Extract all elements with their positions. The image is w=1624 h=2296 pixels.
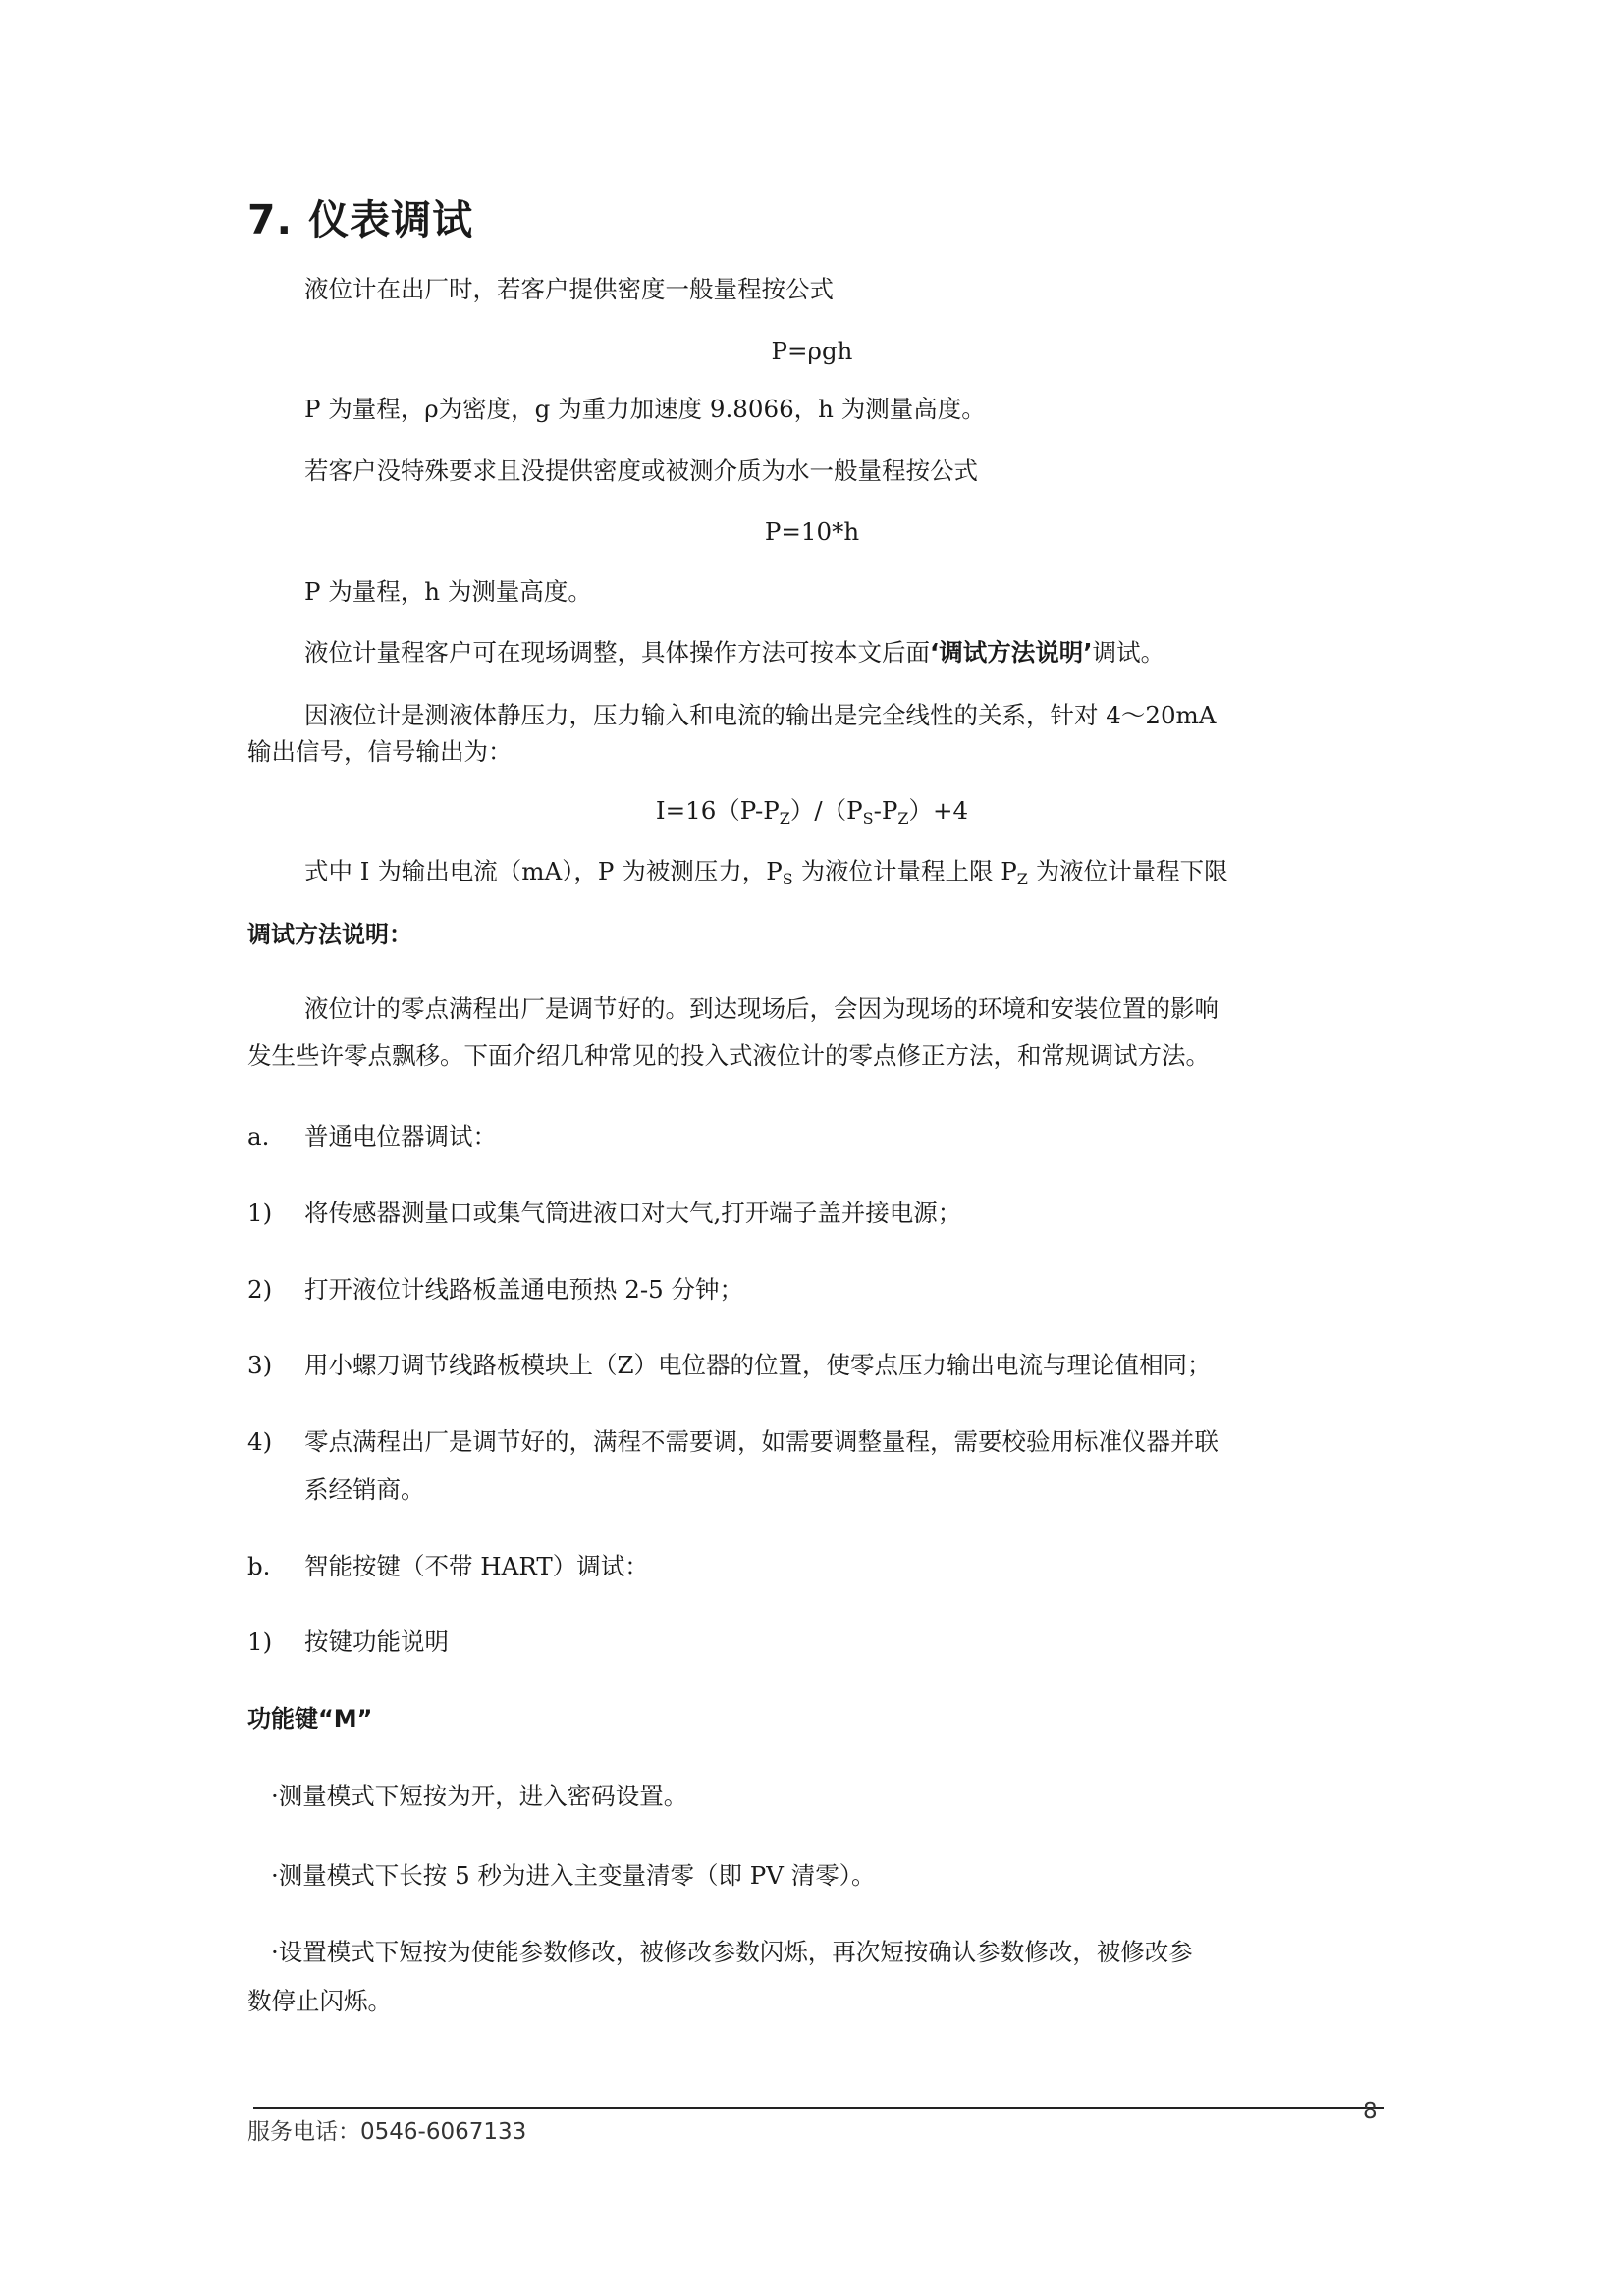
key-m-heading: 功能键“M” — [247, 1705, 373, 1733]
definition-line-2: P 为量程，h 为测量高度。 — [304, 577, 592, 606]
formula-current — [0, 793, 1624, 836]
formula-current-part-b: ）/（P — [789, 796, 863, 825]
formula-current-part-a: I=16（P-P — [655, 796, 780, 825]
list-a-item-marker: 3) — [247, 1351, 273, 1379]
subscript-z: Z — [779, 809, 790, 828]
list-b-item-marker: 1) — [247, 1628, 273, 1656]
list-b-title: 智能按键（不带 HART）调试： — [304, 1552, 649, 1580]
list-a-item-text: 零点满程出厂是调节好的，满程不需要调，如需要调整量程，需要校验用标准仪器并联 — [304, 1427, 1218, 1456]
intro-line-2: 若客户没特殊要求且没提供密度或被测介质为水一般量程按公式 — [304, 456, 978, 485]
section-heading — [247, 194, 473, 245]
formula-current-part-c: -P — [873, 796, 898, 825]
subscript-z: Z — [1016, 870, 1028, 888]
definition-line-1: P 为量程，ρ为密度，g 为重力加速度 9.8066，h 为测量高度。 — [304, 395, 986, 423]
formula-def-part-b: 为液位计量程上限 P — [792, 857, 1017, 885]
formula-water: P=10*h — [764, 517, 860, 546]
list-a-item-marker: 1) — [247, 1199, 273, 1227]
intro-line-1: 液位计在出厂时，若客户提供密度一般量程按公式 — [304, 275, 834, 303]
list-b-item-text: 按键功能说明 — [304, 1628, 449, 1656]
formula-density: P=ρgh — [771, 337, 853, 365]
key-m-bullet-3: ·设置模式下短按为使能参数修改，被修改参数闪烁，再次短按确认参数修改，被修改参 — [271, 1938, 1193, 1966]
list-a-item-text: 用小螺刀调节线路板模块上（Z）电位器的位置，使零点压力输出电流与理论值相同； — [304, 1351, 1212, 1379]
key-m-bullet-3-continuation: 数停止闪烁。 — [247, 1987, 392, 2015]
formula-def-part-c: 为液位计量程下限 — [1027, 857, 1228, 885]
method-heading: 调试方法说明： — [247, 921, 412, 948]
list-a-marker: a. — [247, 1122, 270, 1150]
formula-def-part-a: 式中 I 为输出电流（mA），P 为被测压力，P — [304, 857, 783, 885]
footer-rule — [253, 2107, 1384, 2109]
list-a-title: 普通电位器调试： — [304, 1122, 497, 1150]
page-number: 8 — [1363, 2099, 1378, 2124]
key-m-bullet-1: ·测量模式下短按为开，进入密码设置。 — [271, 1782, 688, 1810]
method-para-line-2: 发生些许零点飘移。下面介绍几种常见的投入式液位计的零点修正方法，和常规调试方法。 — [247, 1041, 1210, 1070]
adjust-text-bold: ‘调试方法说明’ — [930, 638, 1093, 667]
subscript-z: Z — [897, 809, 909, 828]
section-number: 7. — [247, 196, 294, 243]
list-b-marker: b. — [247, 1552, 271, 1580]
linear-line-1: 因液位计是测液体静压力，压力输入和电流的输出是完全线性的关系，针对 4～20mA — [304, 701, 1217, 729]
service-phone: 服务电话：0546-6067133 — [247, 2119, 527, 2145]
key-m-bullet-2: ·测量模式下长按 5 秒为进入主变量清零（即 PV 清零）。 — [271, 1861, 876, 1890]
adjust-text-pre: 液位计量程客户可在现场调整，具体操作方法可按本文后面 — [304, 638, 930, 667]
linear-line-2: 输出信号，信号输出为： — [247, 737, 513, 766]
list-a-item-continuation: 系经销商。 — [304, 1475, 425, 1504]
list-a-item-marker: 2) — [247, 1275, 273, 1304]
list-a-item-text: 将传感器测量口或集气筒进液口对大气,打开端子盖并接电源； — [304, 1199, 962, 1227]
list-a-item-marker: 4) — [247, 1427, 273, 1456]
adjust-line — [304, 635, 1164, 670]
subscript-s: S — [862, 809, 874, 828]
adjust-text-post: 调试。 — [1092, 638, 1165, 667]
method-para-line-1: 液位计的零点满程出厂是调节好的。到达现场后，会因为现场的环境和安装位置的影响 — [304, 994, 1218, 1023]
section-title: 仪表调试 — [308, 196, 474, 243]
subscript-s: S — [782, 870, 793, 888]
formula-current-part-d: ）+4 — [908, 796, 969, 825]
list-a-item-text: 打开液位计线路板盖通电预热 2-5 分钟； — [304, 1275, 744, 1304]
formula-definition — [304, 854, 1228, 897]
